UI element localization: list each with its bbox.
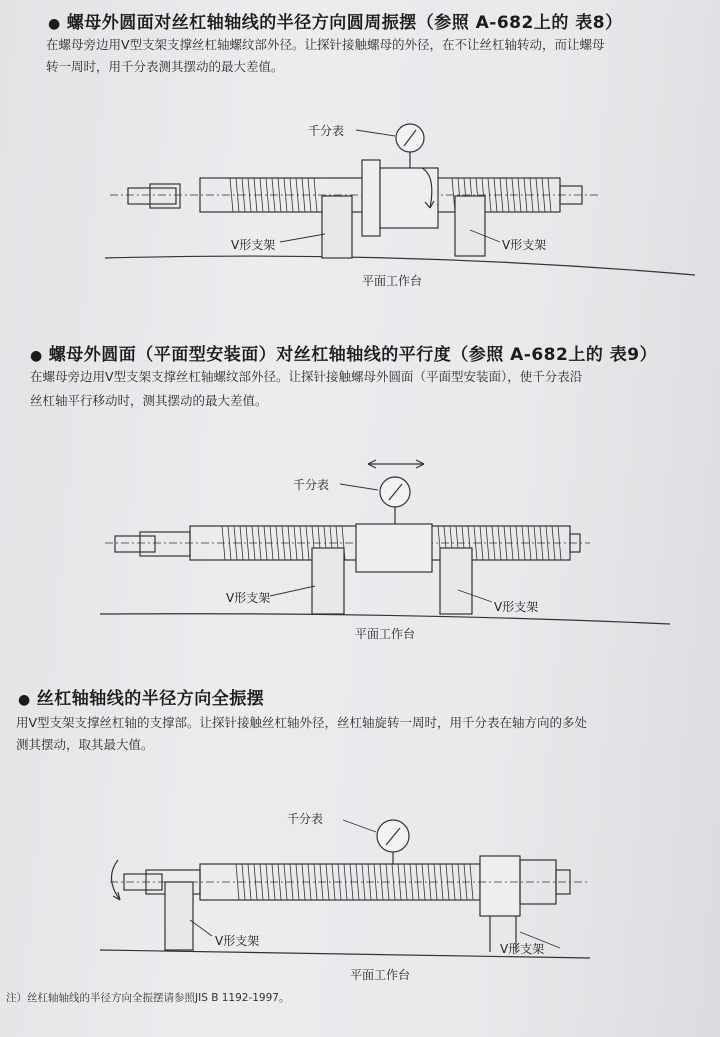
- section-3-text-line-1: 用V型支架支撑丝杠轴的支撑部。让探针接触丝杠轴外径，丝杠轴旋转一周时，用千分表在轴方向的多处: [16, 715, 588, 730]
- figure-2-v-block-left-label: V形支架: [226, 591, 271, 605]
- figure-1-table-label: 平面工作台: [362, 274, 423, 288]
- figure-1-v-block-left-label: V形支架: [231, 238, 276, 252]
- figure-3-diagram: [0, 790, 720, 990]
- section-2-text-line-2: 丝杠轴平行移动时，测其摆动的最大差值。: [30, 393, 268, 408]
- section-1-title: ● 螺母外圆面对丝杠轴轴线的半径方向圆周振摆（参照 A-682上的 表8）: [48, 13, 623, 33]
- figure-1-diagram: [0, 110, 720, 310]
- figure-3-v-block-left-label: V形支架: [215, 934, 260, 948]
- figure-2-gauge-label: 千分表: [293, 478, 330, 492]
- section-1-text-line-2: 转一周时，用千分表测其摆动的最大差值。: [46, 59, 284, 74]
- section-2-text-line-1: 在螺母旁边用V型支架支撑丝杠轴螺纹部外径。让探针接触螺母外圆面（平面型安装面），使千分表沿: [30, 369, 583, 384]
- figure-3-gauge-label: 千分表: [287, 812, 324, 826]
- section-1-title-text: 螺母外圆面对丝杠轴轴线的半径方向圆周振摆（参照 A-682上的 表8）: [66, 13, 623, 33]
- section-1-text-line-1: 在螺母旁边用V型支架支撑丝杠轴螺纹部外径。让探针接触螺母的外径，在不让丝杠轴转动，而让螺母: [46, 37, 605, 52]
- section-3-title: ● 丝杠轴轴线的半径方向全振摆: [18, 689, 265, 709]
- figure-1-gauge-label: 千分表: [308, 124, 345, 138]
- figure-3-table-label: 平面工作台: [350, 968, 411, 982]
- figure-1-v-block-right-label: V形支架: [502, 238, 547, 252]
- figure-3-v-block-right-label: V形支架: [500, 942, 545, 956]
- figure-2-diagram: [0, 450, 720, 650]
- section-3-title-text: 丝杠轴轴线的半径方向全振摆: [36, 689, 265, 709]
- section-2-title-text: 螺母外圆面（平面型安装面）对丝杠轴轴线的平行度（参照 A-682上的 表9）: [48, 345, 658, 365]
- section-2-title: ● 螺母外圆面（平面型安装面）对丝杠轴轴线的平行度（参照 A-682上的 表9）: [30, 345, 658, 365]
- section-3-text-line-2: 测其摆动，取其最大值。: [16, 737, 154, 752]
- footnote: 注）丝杠轴轴线的半径方向全振摆请参照JIS B 1192-1997。: [6, 992, 290, 1004]
- figure-2-v-block-right-label: V形支架: [494, 600, 539, 614]
- figure-2-table-label: 平面工作台: [355, 627, 416, 641]
